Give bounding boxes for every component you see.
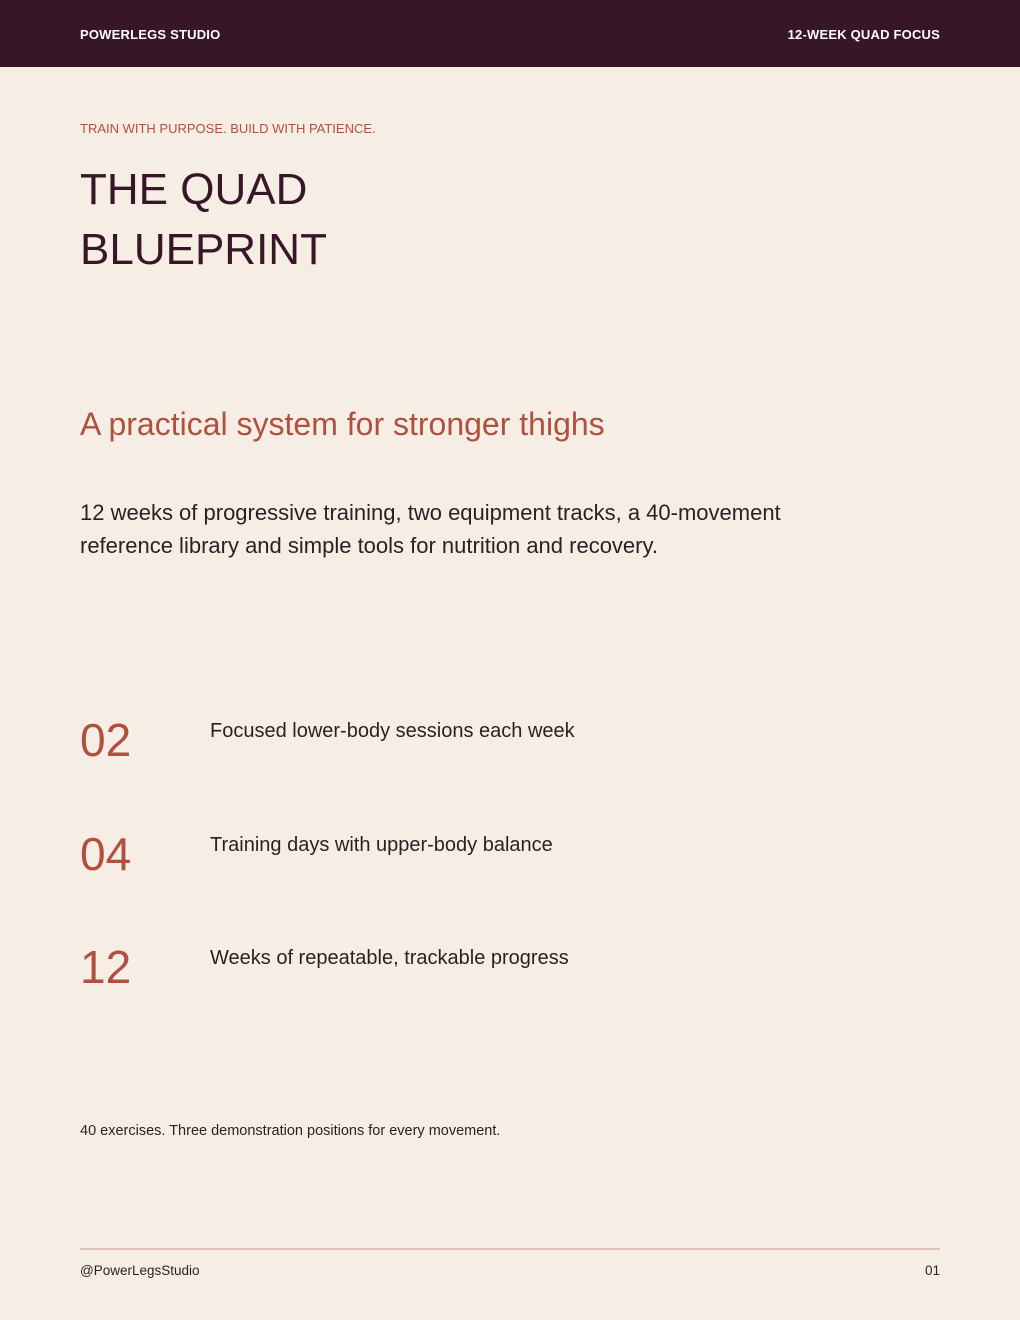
title-line-1: THE QUAD <box>80 165 308 214</box>
stat-label: Training days with upper-body balance <box>210 834 553 856</box>
page-title <box>80 160 327 280</box>
brand-name: POWERLEGS STUDIO <box>80 27 221 42</box>
program-name: 12-WEEK QUAD FOCUS <box>787 27 940 42</box>
subtitle: A practical system for stronger thighs <box>80 406 605 442</box>
page-number: 01 <box>924 1263 940 1278</box>
stat-item-training-days <box>80 827 940 887</box>
stat-item-sessions <box>80 713 940 773</box>
stat-label: Weeks of repeatable, trackable progress <box>210 947 569 969</box>
title-line-2: BLUEPRINT <box>80 225 327 274</box>
intro-paragraph: 12 weeks of progressive training, two equipment tracks, a 40-movement reference library and simple tools for nutrition and recovery. <box>80 500 781 558</box>
stat-label: Focused lower-body sessions each week <box>210 720 575 742</box>
top-header-bar <box>0 0 1020 67</box>
stat-item-weeks <box>80 940 940 1000</box>
eyebrow-tagline: TRAIN WITH PURPOSE. BUILD WITH PATIENCE. <box>80 121 376 136</box>
stat-number: 04 <box>80 828 132 880</box>
stat-number: 02 <box>80 714 132 766</box>
footer-divider <box>80 1248 940 1250</box>
stat-number: 12 <box>80 941 132 993</box>
exercise-note: 40 exercises. Three demonstration positions for every movement. <box>80 1123 501 1139</box>
social-handle: @PowerLegsStudio <box>80 1263 200 1278</box>
